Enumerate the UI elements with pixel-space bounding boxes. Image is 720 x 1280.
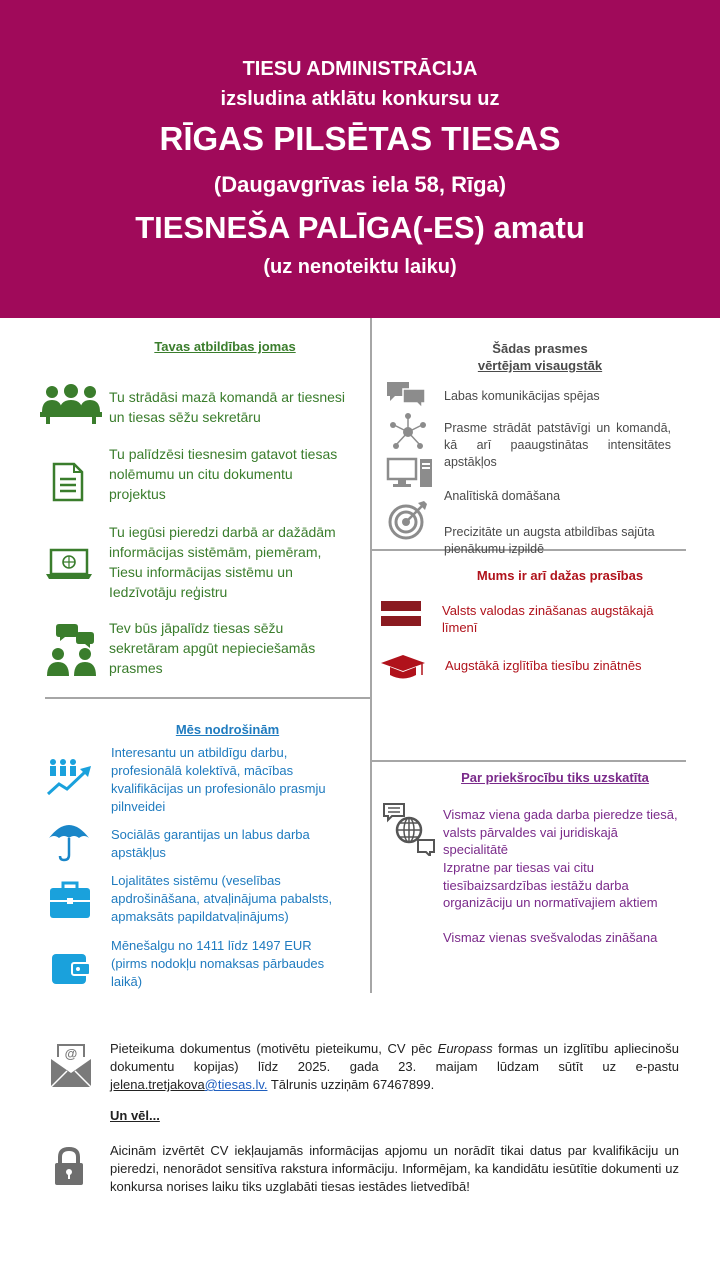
- header-court: RĪGAS PILSĒTAS TIESAS: [159, 120, 561, 157]
- flag-icon: [381, 601, 421, 627]
- responsibilities-title: Tavas atbildības jomas: [154, 339, 296, 354]
- document-icon: [52, 462, 84, 502]
- advantage-item-2: Izpratne par tiesas vai citu tiesībaizsardzības iestāžu darba organizāciju un normatīvajiem aktiem: [443, 860, 658, 910]
- advantage-item-1: Vismaz viena gada darba pieredze tiesā, valsts pārvaldes vai juridiskajā specialitātē: [443, 807, 678, 857]
- responsibility-item-1: Tu strādāsi mazā komandā ar tiesnesi un tiesas sēžu sekretāru: [109, 389, 346, 425]
- skill-item-3: Analītiskā domāšana: [444, 489, 561, 503]
- divider-vertical-top: [370, 318, 372, 698]
- application-email-domain[interactable]: @tiesas.lv.: [204, 1077, 268, 1092]
- skill-item-2: Prasme strādāt patstāvīgi un komandā, kā arī paaugstinātas intensitātes apstākļos: [444, 421, 671, 469]
- skill-item-1: Labas komunikācijas spējas: [444, 389, 600, 403]
- advantages-title: Par priekšrocību tiks uzskatīta: [461, 770, 649, 785]
- wallet-icon: [50, 950, 92, 988]
- responsibility-item-2: Tu palīdzēsi tiesnesim gatavot tiesas nolēmumu un citu dokumentu projektus: [109, 446, 338, 502]
- computer-icon: [386, 456, 434, 488]
- more-text: Aicinām izvērtēt CV iekļaujamās informācijas apjomu un norādīt tikai datus par kvalifikāciju un pieredzi, nenorādot sensitīva rakstura informāciju. Informējam, ka kandidātu iesūtītie dokumenti uz konkursa norises laiku tiks uzglabāti tiesas iestādes lietvedībā!: [110, 1143, 679, 1194]
- divider-vertical-bottom: [370, 698, 372, 993]
- responsibility-item-3: Tu iegūsi pieredzi darbā ar dažādām informācijas sistēmām, piemēram, Tiesu informācijas sistēmu un Iedzīvotāju reģistru: [109, 524, 336, 600]
- header-position: TIESNEŠA PALĪGA(-ES) amatu: [135, 210, 585, 245]
- header-banner: [0, 0, 720, 318]
- network-icon: [388, 412, 428, 452]
- graduation-cap-icon: [380, 653, 426, 681]
- offer-item-3: Lojalitātes sistēmu (veselības apdrošināšana, atvaļinājuma pabalsts, apmaksāts papildatvaļinājums): [111, 873, 333, 924]
- skill-item-4: Precizitāte un augsta atbildības sajūta pienākumu izpildē: [444, 525, 655, 556]
- discussion-icon: [45, 622, 97, 676]
- growth-team-icon: [45, 758, 93, 798]
- header-term: (uz nenoteiktu laiku): [263, 256, 457, 278]
- header-address: (Daugavgrīvas iela 58, Rīga): [213, 172, 507, 197]
- advantage-item-3: Vismaz vienas svešvalodas zināšana: [443, 930, 658, 945]
- global-discussion-icon: [382, 802, 436, 856]
- requirement-item-2: Augstākā izglītība tiesību zinātnēs: [445, 658, 642, 673]
- application-text-b: formas un izglītību apliecinošu dokumentu kopijas) līdz 2025. gada 23. maijam lūdzam sūtīt uz e-pastu: [110, 1041, 679, 1074]
- offer-item-2: Sociālās garantijas un labus darba apstākļus: [111, 827, 310, 860]
- target-icon: [387, 499, 429, 541]
- divider-right-2: [372, 760, 686, 762]
- application-europass: Europass: [437, 1041, 493, 1056]
- more-title: Un vēl...: [110, 1108, 160, 1123]
- offers-title: Mēs nodrošinām: [175, 722, 280, 737]
- offer-item-1: Interesantu un atbildīgu darbu, profesionālā kolektīvā, mācības kvalifikācijas un profesionālo prasmju pilnveidei: [111, 745, 326, 814]
- requirements-title: Mums ir arī dažas prasības: [476, 568, 644, 583]
- divider-left-middle: [45, 697, 372, 699]
- skills-title-line2: vērtējam visaugstāk: [477, 358, 603, 373]
- team-icon: [40, 384, 102, 424]
- requirement-item-1: Valsts valodas zināšanas augstākajā līmenī: [442, 603, 654, 635]
- chat-icon: [385, 380, 427, 410]
- svg-text:@: @: [64, 1046, 78, 1061]
- header-org: TIESU ADMINISTRĀCIJA: [242, 58, 478, 80]
- responsibility-item-4: Tev būs jāpalīdz tiesas sēžu sekretāram apgūt nepieciešamās prasmes: [109, 620, 316, 676]
- application-text-a: Pieteikuma dokumentus (motivētu pieteikumu, CV pēc: [110, 1041, 438, 1056]
- mail-icon: [50, 1043, 92, 1089]
- lock-icon: [53, 1146, 85, 1186]
- header-announce: izsludina atklātu konkursu uz: [220, 88, 500, 110]
- briefcase-icon: [49, 880, 91, 920]
- application-email-user[interactable]: jelena.tretjakova: [110, 1077, 205, 1092]
- laptop-icon: [46, 548, 92, 580]
- skills-title-line1: Šādas prasmes: [492, 341, 588, 356]
- application-text: [110, 1040, 679, 1094]
- offer-item-4: Mēnešalgu no 1411 līdz 1497 EUR (pirms nodokļu nomaksas pārbaudes laikā): [111, 938, 325, 989]
- application-phone: Tālrunis uzziņām 67467899.: [267, 1077, 435, 1092]
- umbrella-icon: [47, 818, 91, 862]
